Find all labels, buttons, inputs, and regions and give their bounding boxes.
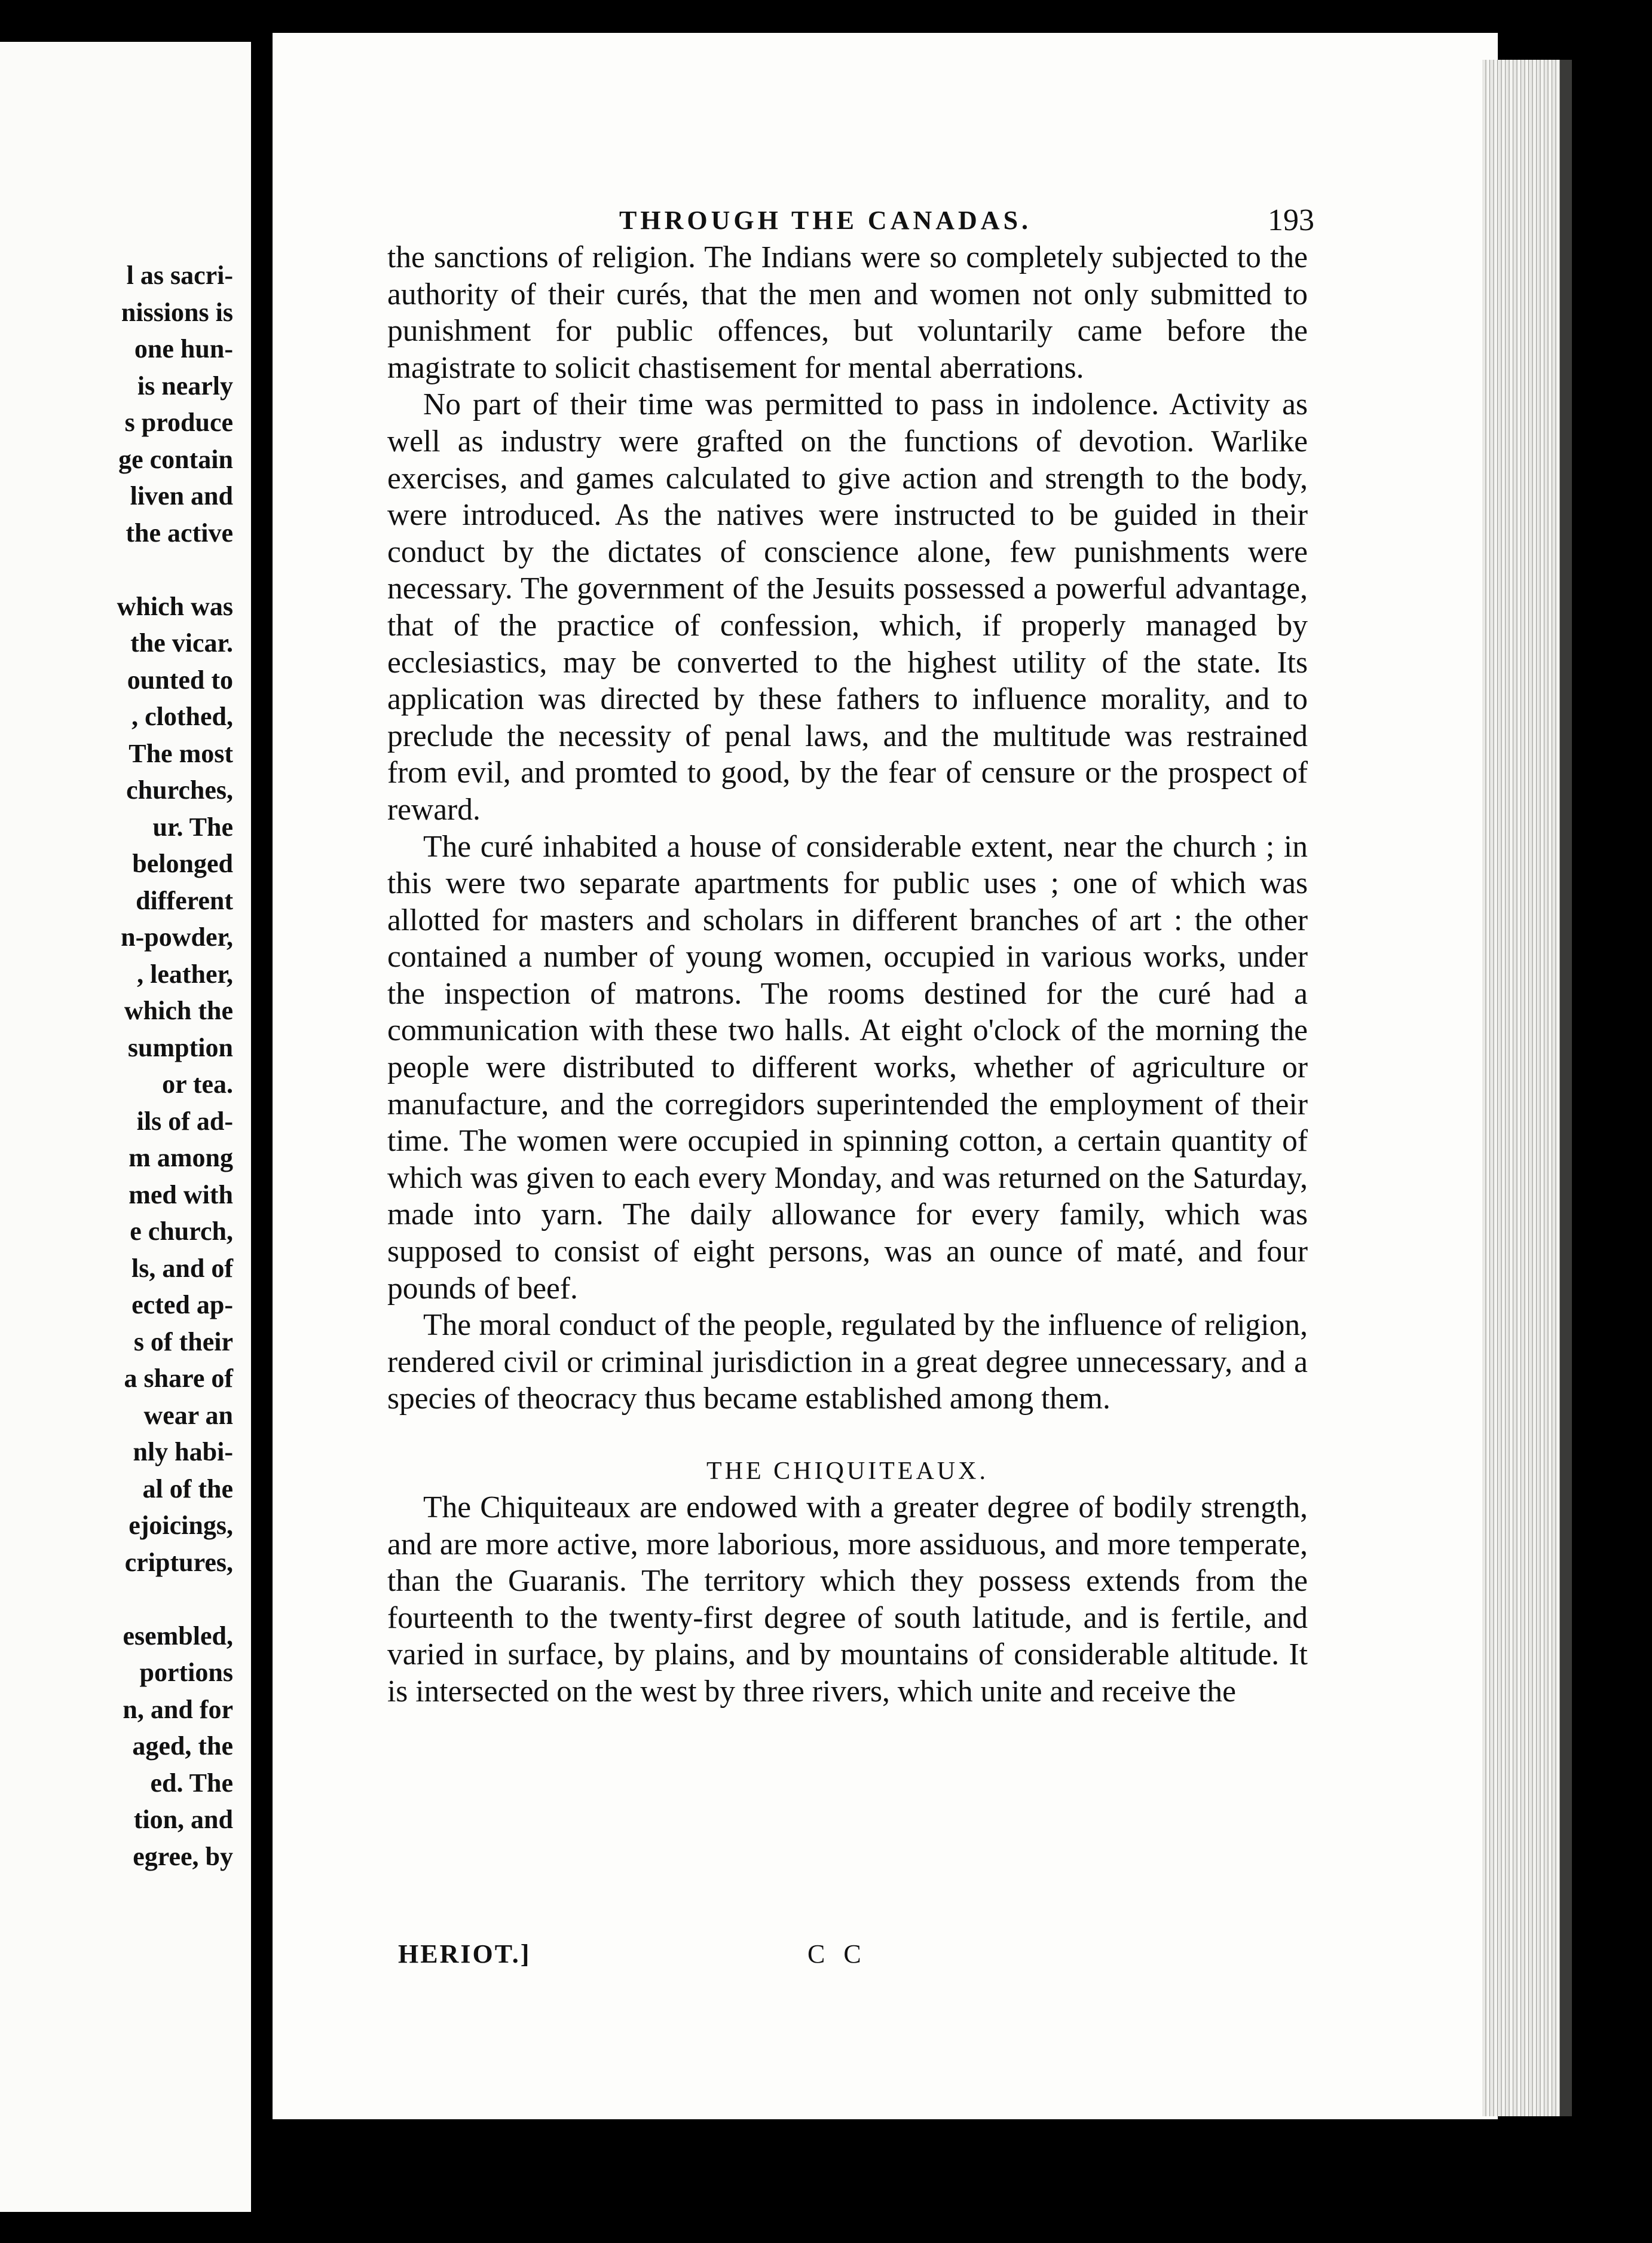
facing-page-line: the active: [126, 518, 233, 548]
facing-page-line: liven and: [130, 481, 233, 511]
facing-page-line: s of their: [133, 1327, 233, 1356]
facing-page-text-column: [117, 257, 233, 1875]
facing-page-line: n-powder,: [121, 922, 233, 952]
facing-page-line: esembled,: [123, 1621, 233, 1651]
paragraph: the sanctions of religion. The Indians were so completely subjected to the authority of their curés, that the men and women not only submitted to punishment for public offences, but voluntarily came before the magistrate to solicit chastisement for mental aberrations.: [387, 240, 1308, 385]
facing-page-line: m among: [129, 1143, 233, 1172]
facing-page-line: The most: [129, 738, 233, 768]
facing-page-line: ils of ad-: [136, 1106, 233, 1136]
facing-page-line: egree, by: [133, 1841, 233, 1871]
facing-page-line: a share of: [124, 1364, 233, 1393]
body-text: [387, 239, 1308, 1710]
facing-page-line: [117, 1581, 233, 1618]
book-page-right: [273, 33, 1498, 2119]
facing-page-line: n, and for: [123, 1694, 233, 1724]
facing-page-line: portions: [139, 1658, 233, 1687]
paragraph: The Chiquiteaux are endowed with a greater degree of bodily strength, and are more active, more laborious, more assiduous, and more temperate, than the Guaranis. The territory which they possess extends from the fourteenth to the twenty-first degree of south latitude, and is fertile, and varied in surface, by plains, and by mountains of considerable altitude. It is intersected on the west by three rivers, which unite and receive the: [387, 1490, 1308, 1709]
facing-page-line: med with: [129, 1179, 233, 1209]
facing-page-line: different: [136, 885, 233, 915]
facing-page-line: s produce: [124, 408, 233, 437]
footer-signature: HERIOT.]: [398, 1939, 531, 1969]
paragraph: The moral conduct of the people, regulated by the influence of religion, rendered civil or criminal jurisdiction in a great degree unnecessary, and a species of theocracy thus became established among them.: [387, 1308, 1308, 1416]
signature-mark: C C: [807, 1939, 867, 1969]
facing-page-line: wear an: [143, 1400, 233, 1430]
facing-page-line: l as sacri-: [126, 261, 233, 290]
page-number: 193: [1268, 203, 1314, 237]
facing-page-line: e church,: [130, 1217, 233, 1246]
facing-page-left: [0, 42, 251, 2212]
facing-page-line: ls, and of: [131, 1253, 233, 1283]
running-head-title: THROUGH THE CANADAS.: [619, 206, 1032, 235]
facing-page-line: tion, and: [133, 1805, 233, 1834]
facing-page-line: ed. The: [150, 1768, 233, 1798]
section-heading: THE CHIQUITEAUX.: [706, 1457, 989, 1485]
facing-page-line: which the: [124, 996, 233, 1025]
facing-page-line: ur. The: [152, 812, 233, 842]
paragraph: No part of their time was permitted to pass in indolence. Activity as well as industry were grafted on the functions of devotion. Warlike exercises, and games calculated to give action and strength to the body, were introduced. As the natives were instructed to be guided in their conduct by the dictates of conscience alone, few punishments were necessary. The government of the Jesuits possessed a powerful advantage, that of the practice of confession, which, if properly managed by ecclesiastics, may be converted to the highest utility of the state. Its application was directed by these fathers to influence morality, and to preclude the necessity of penal laws, and the multitude was restrained from evil, and promted to good, by the fear of censure or the prospect of reward.: [387, 387, 1308, 827]
facing-page-line: ge contain: [118, 444, 233, 474]
facing-page-line: , clothed,: [131, 702, 233, 731]
facing-page-line: or tea.: [162, 1069, 233, 1099]
facing-page-line: one hun-: [134, 334, 233, 363]
facing-page-line: nissions is: [121, 297, 233, 327]
facing-page-line: which was: [117, 591, 233, 621]
facing-page-line: [117, 551, 233, 588]
facing-page-line: aged, the: [132, 1731, 233, 1761]
paragraph: The curé inhabited a house of considerable extent, near the church ; in this were two separate apartments for public uses ; one of which was allotted for masters and scholars in different branches of art : the other contained a number of young women, occupied in various works, under the inspection of matrons. The rooms destined for the curé had a communication with these two halls. At eight o'clock of the morning the people were distributed to different works, whether of agriculture or manufacture, and the corregidors superintended the employment of their time. The women were occupied in spinning cotton, a certain quantity of which was given to each every Monday, and was returned on the Saturday, made into yarn. The daily allowance for every family, which was supposed to consist of eight persons, was an ounce of maté, and four pounds of beef.: [387, 829, 1308, 1306]
book-gutter: [251, 42, 273, 2212]
facing-page-line: ected ap-: [131, 1290, 233, 1319]
facing-page-line: , leather,: [137, 959, 233, 989]
facing-page-line: the vicar.: [130, 628, 233, 658]
running-head: [273, 205, 1498, 241]
facing-page-line: al of the: [142, 1474, 233, 1504]
facing-page-line: churches,: [126, 775, 233, 805]
facing-page-line: is nearly: [137, 371, 233, 401]
facing-page-line: belonged: [132, 849, 233, 878]
facing-page-line: ejoicings,: [129, 1511, 233, 1540]
facing-page-line: sumption: [127, 1032, 233, 1062]
facing-page-line: criptures,: [124, 1547, 233, 1577]
facing-page-line: nly habi-: [133, 1437, 233, 1466]
page-stack-edge: [1482, 60, 1560, 2116]
page-footer: [273, 1939, 1498, 1975]
facing-page-line: ounted to: [127, 665, 233, 695]
